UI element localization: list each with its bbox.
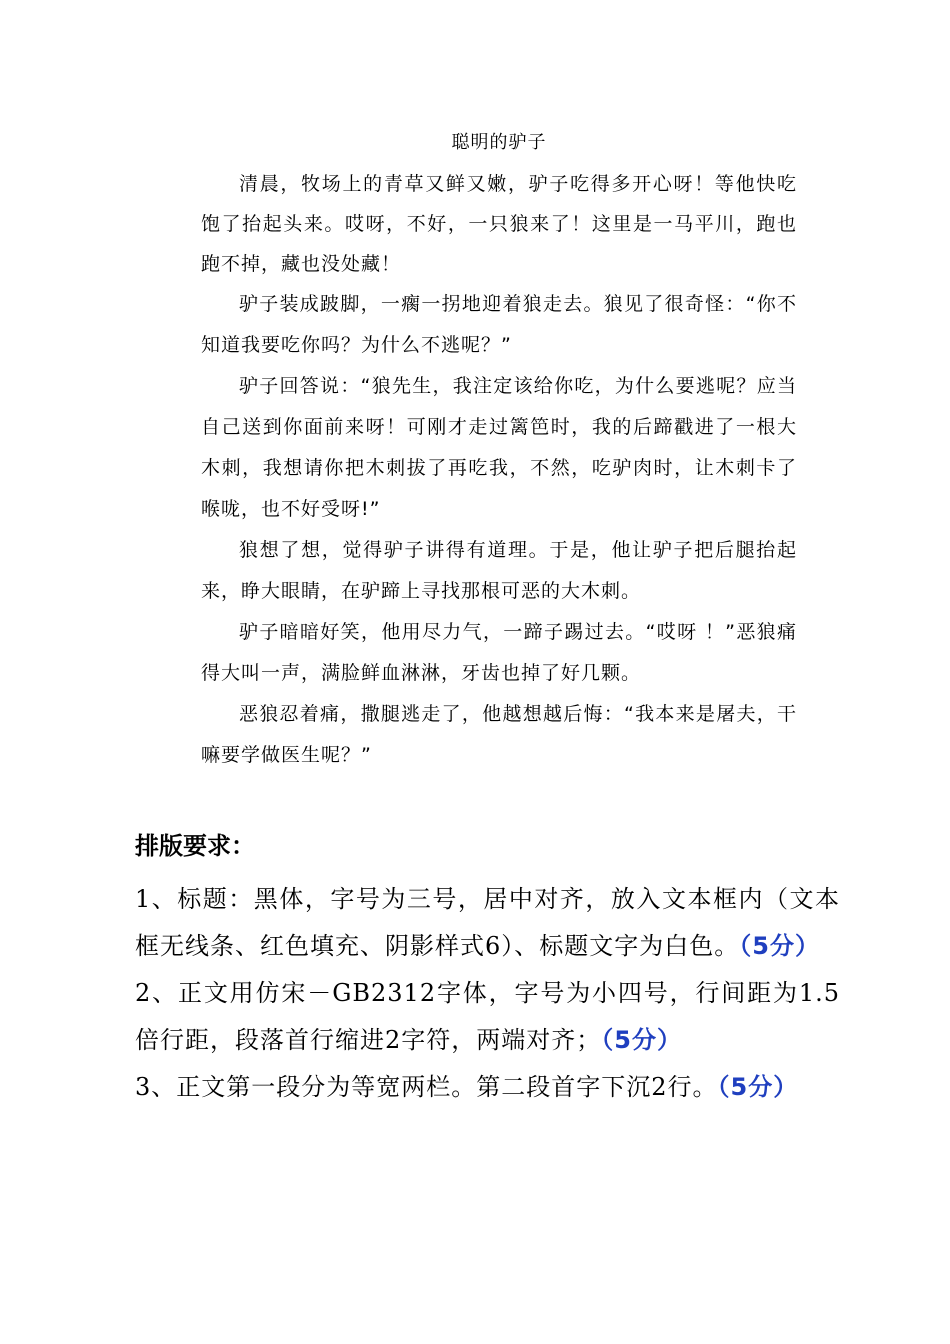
requirement-text: 3、正文第一段分为等宽两栏。第二段首字下沉2行。: [135, 1073, 718, 1101]
story-title: 聪明的驴子: [451, 132, 547, 153]
story-paragraph: 恶狼忍着痛，撒腿逃走了，他越想越后悔：“我本来是屠夫，干嘛要学做医生呢？”: [201, 703, 797, 766]
requirement-text: 1、标题：黑体，字号为三号，居中对齐，放入文本框内（文本框无线条、红色填充、阴影样式6）、标题文字为白色。: [135, 885, 840, 960]
story-paragraph: 驴子暗暗好笑，他用尽力气，一蹄子踢过去。“哎呀 ！”恶狼痛得大叫一声，满脸鲜血淋淋，牙齿也掉了好几颗。: [201, 621, 797, 684]
story-paragraph: 驴子回答说：“狼先生，我注定该给你吃，为什么要逃呢？应当自己送到你面前来呀！可刚才走过篱笆时，我的后蹄戳进了一根大木刺，我想请你把木刺拔了再吃我，不然，吃驴肉时，让木刺卡了喉咙，也不好受呀!”: [201, 375, 797, 520]
score-label: （5分）: [739, 932, 820, 960]
requirements-section: [135, 826, 840, 1111]
score-label: （5分）: [717, 1073, 799, 1101]
story-paragraph: 狼想了想，觉得驴子讲得有道理。于是，他让驴子把后腿抬起来，睁大眼睛，在驴蹄上寻找那根可恶的大木刺。: [201, 539, 797, 602]
requirement-item: [135, 970, 840, 1064]
score-label: （5分）: [601, 1026, 682, 1054]
story-paragraph: 清晨，牧场上的青草又鲜又嫩，驴子吃得多开心呀！等他快吃饱了抬起头来。哎呀，不好，一只狼来了！这里是一马平川，跑也跑不掉，藏也没处藏！: [201, 173, 797, 275]
requirements-heading: 排版要求：: [135, 831, 255, 860]
requirement-item: [135, 1064, 840, 1111]
story-paragraph: 驴子装成跛脚，一瘸一拐地迎着狼走去。狼见了很奇怪：“你不知道我要吃你吗？为什么不逃呢？”: [201, 293, 797, 356]
requirement-text: 2、正文用仿宋－GB2312字体，字号为小四号，行间距为1.5倍行距，段落首行缩进2字符，两端对齐；: [135, 979, 840, 1054]
story-section: [201, 130, 797, 776]
requirement-item: [135, 876, 840, 970]
